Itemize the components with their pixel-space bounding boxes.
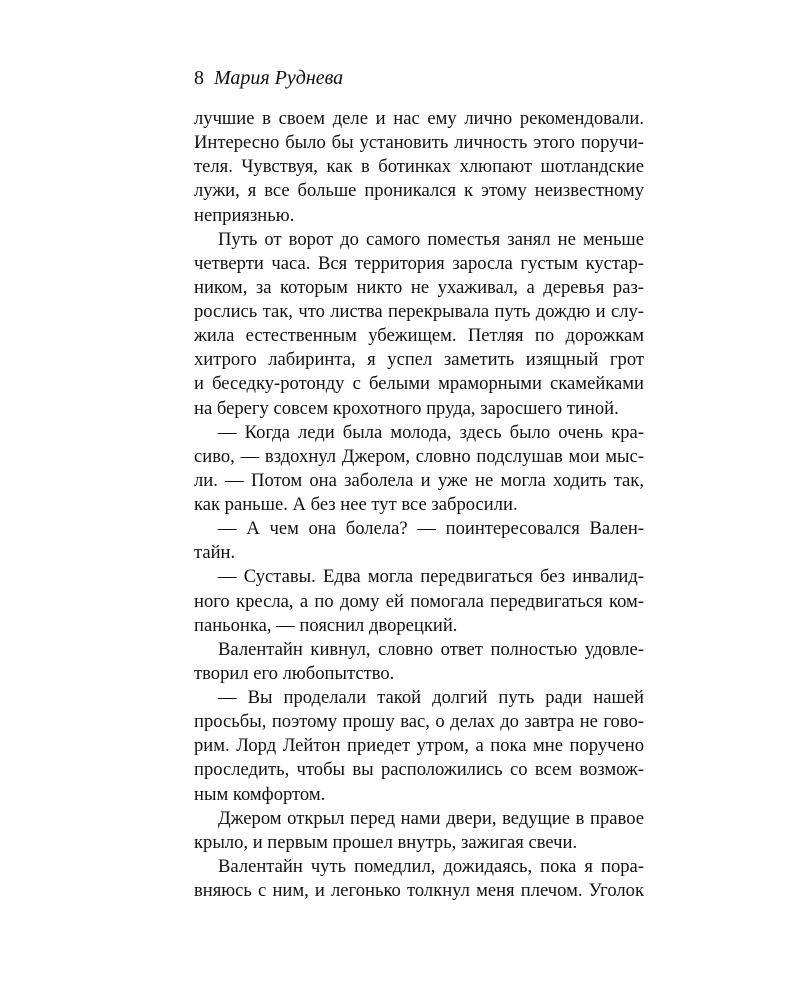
text-line: лучшие в своем деле и нас ему лично рекомендовали. [194,108,644,129]
text-line: Валентайн кивнул, словно ответ полностью удовле- [218,638,644,660]
text-line: неприязнью. [194,204,295,226]
text-line: крыло, и первым прошел внутрь, зажигая свечи. [194,831,578,853]
text-line: Джером открыл перед нами двери, ведущие в правое [218,807,644,829]
text-line: рослись так, что листва перекрывала путь дождю и слу- [194,301,644,322]
text-line: хитрого лабиринта, я успел заметить изящный грот [194,349,644,371]
text-line: ного кресла, а по дому ей помогала передвигаться ком- [194,590,644,612]
text-line: Путь от ворот до самого поместья занял не меньше [218,228,644,250]
text-line: творил его любопытство. [194,662,395,684]
body-text [194,107,644,903]
text-line: тайн. [194,542,236,564]
text-line: сиво, — вздохнул Джером, словно подслушав мои мыс- [194,445,644,467]
text-line: ником, за которым никто не ухаживал, а деревья раз- [194,276,644,298]
text-line: вняюсь с ним, и легонько толкнул меня плечом. Уголок [194,880,644,901]
text-line: теля. Чувствуя, как в ботинках хлюпают шотландские [194,156,644,178]
text-line: рим. Лорд Лейтон приедет утром, а пока мне поручено [194,735,644,757]
text-line: ным комфортом. [194,783,326,805]
page-number: 8 [194,67,204,89]
text-line: — Когда леди была молода, здесь было очень кра- [218,421,644,443]
text-line: на берегу совсем крохотного пруда, заросшего тиной. [194,397,619,419]
text-line: просьбы, поэтому прошу вас, о делах до завтра не гово- [194,711,644,733]
text-line: проследить, чтобы вы расположились со всем возмож- [194,759,644,781]
text-line: — Вы проделали такой долгий путь ради нашей [218,687,644,708]
text-line: лужи, я все больше проникался к этому неизвестному [194,180,644,202]
author-name: Мария Руднева [214,67,344,89]
text-line: — Суставы. Едва могла передвигаться без инвалид- [218,566,644,588]
running-head [194,66,343,90]
text-line: как раньше. А без нее тут все забросили. [194,494,518,515]
text-line: и беседку-ротонду с белыми мраморными скамейками [194,373,644,395]
text-line: — А чем она болела? — поинтересовался Вален- [218,518,644,540]
text-line: ли. — Потом она заболела и уже не могла ходить так, [194,469,644,491]
text-line: Валентайн чуть помедлил, дожидаясь, пока я пора- [218,855,644,877]
text-line: четверти часа. Вся территория заросла густым кустар- [194,252,644,274]
text-line: Интересно было бы установить личность этого поручи- [194,132,644,154]
text-line: жила естественным убежищем. Петляя по дорожкам [194,325,644,347]
text-line: паньонка, — пояснил дворецкий. [194,614,458,636]
